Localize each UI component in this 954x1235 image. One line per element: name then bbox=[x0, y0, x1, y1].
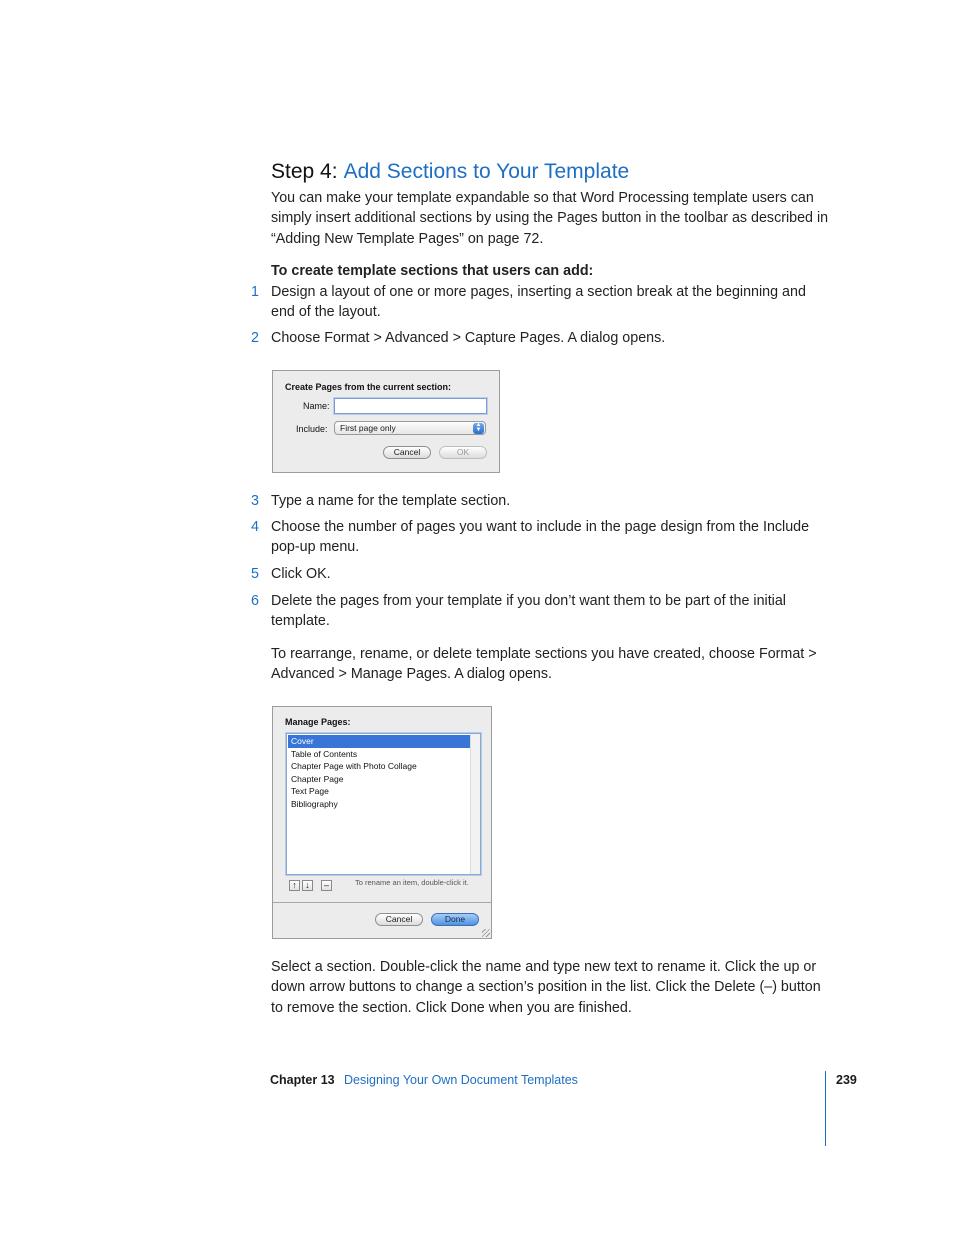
include-popup[interactable] bbox=[334, 421, 486, 435]
cancel-button[interactable]: Cancel bbox=[383, 446, 431, 459]
step-item bbox=[251, 564, 831, 584]
step-text: Choose Format > Advanced > Capture Pages. A dialog opens. bbox=[271, 330, 666, 346]
step-item bbox=[251, 282, 831, 323]
ok-button[interactable]: OK bbox=[439, 446, 487, 459]
dialog-header: Create Pages from the current section: bbox=[285, 382, 452, 392]
arrow-down-icon: ↓ bbox=[305, 880, 310, 890]
name-field[interactable] bbox=[334, 398, 487, 414]
step-text: Delete the pages from your template if you don’t want them to be part of the initial template. bbox=[271, 593, 786, 630]
delete-button[interactable] bbox=[321, 880, 332, 891]
step-label: Step 4: bbox=[271, 160, 338, 183]
arrow-up-icon: ↑ bbox=[292, 880, 297, 890]
step-number: 1 bbox=[251, 284, 259, 300]
list-item[interactable]: Chapter Page bbox=[291, 773, 344, 784]
cancel-button[interactable]: Cancel bbox=[375, 913, 423, 926]
name-label: Name: bbox=[303, 401, 330, 411]
pages-list[interactable] bbox=[286, 733, 481, 875]
include-value: First page only bbox=[340, 423, 396, 433]
list-item[interactable]: Text Page bbox=[291, 786, 329, 797]
step-text: Type a name for the template section. bbox=[271, 493, 511, 509]
footer-chapter-title: Designing Your Own Document Templates bbox=[344, 1073, 578, 1087]
step-text: Click OK. bbox=[271, 566, 331, 582]
footer-rule bbox=[825, 1071, 826, 1146]
section-heading bbox=[271, 160, 629, 184]
minus-icon: – bbox=[323, 880, 329, 890]
step-item bbox=[251, 591, 831, 632]
step-text: Choose the number of pages you want to include in the page design from the Include pop-up menu. bbox=[271, 519, 810, 556]
manage-pages-dialog bbox=[272, 706, 492, 939]
capture-pages-dialog bbox=[272, 370, 500, 473]
move-up-button[interactable] bbox=[289, 880, 300, 891]
resize-grip-icon[interactable] bbox=[482, 929, 490, 937]
divider bbox=[273, 902, 491, 903]
move-down-button[interactable] bbox=[302, 880, 313, 891]
manage-paragraph: To rearrange, rename, or delete template sections you have created, choose Format > Advanced > Manage Pages. A dialog opens. bbox=[271, 646, 817, 683]
step-item bbox=[251, 328, 831, 348]
rename-hint: To rename an item, double-click it. bbox=[355, 878, 469, 887]
step-item bbox=[251, 491, 831, 511]
intro-paragraph: You can make your template expandable so that Word Processing template users can simply insert additional sections by using the Pages button in the toolbar as described in “Adding New Template Pages” on page 72. bbox=[271, 190, 829, 247]
step-text: Design a layout of one or more pages, inserting a section break at the beginning and end of the layout. bbox=[271, 284, 806, 321]
list-item[interactable]: Table of Contents bbox=[291, 748, 358, 759]
list-item[interactable]: Cover bbox=[288, 735, 470, 748]
step-number: 4 bbox=[251, 519, 259, 535]
popup-arrows-icon: ▲ ▼ bbox=[473, 423, 484, 434]
closing-paragraph: Select a section. Double-click the name and type new text to rename it. Click the up or down arrow buttons to change a section’s position in the list. Click the Delete (–) button to remove the section. Click Done when you are finished. bbox=[271, 959, 821, 1016]
list-item[interactable]: Bibliography bbox=[291, 798, 338, 809]
section-title: Add Sections to Your Template bbox=[343, 160, 630, 183]
step-item bbox=[251, 517, 831, 558]
include-label: Include: bbox=[296, 424, 328, 434]
list-item[interactable]: Chapter Page with Photo Collage bbox=[291, 761, 417, 772]
step-number: 2 bbox=[251, 330, 259, 346]
page-number: 239 bbox=[836, 1073, 857, 1087]
step-number: 5 bbox=[251, 566, 259, 582]
footer-chapter: Chapter 13 bbox=[270, 1073, 335, 1087]
done-button[interactable]: Done bbox=[431, 913, 479, 926]
step-number: 3 bbox=[251, 493, 259, 509]
step-number: 6 bbox=[251, 593, 259, 609]
list-scrollbar[interactable] bbox=[470, 734, 480, 874]
task-heading: To create template sections that users can add: bbox=[271, 263, 594, 279]
dialog-header: Manage Pages: bbox=[285, 717, 351, 727]
